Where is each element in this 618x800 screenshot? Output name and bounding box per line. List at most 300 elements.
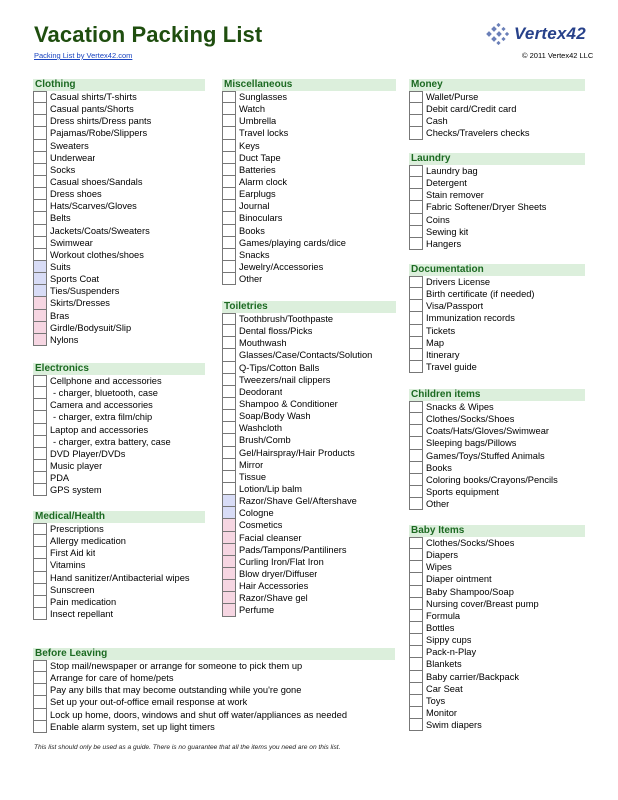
checklist-item-label: Immunization records bbox=[426, 313, 515, 324]
checklist-item-label: Coloring books/Crayons/Pencils bbox=[426, 474, 558, 485]
section-children bbox=[409, 389, 585, 510]
checkbox[interactable] bbox=[33, 188, 47, 200]
checkbox[interactable] bbox=[33, 115, 47, 127]
checklist-item[interactable] bbox=[33, 115, 205, 127]
checklist-item[interactable] bbox=[33, 608, 205, 620]
checklist-item[interactable] bbox=[33, 436, 205, 448]
checklist-item[interactable] bbox=[222, 140, 396, 152]
checkbox[interactable] bbox=[33, 297, 47, 309]
checklist-item-label: Jewelry/Accessories bbox=[239, 261, 324, 272]
checklist-item[interactable] bbox=[33, 572, 205, 584]
checklist-item[interactable] bbox=[33, 559, 205, 571]
checklist-item[interactable] bbox=[409, 537, 585, 549]
checklist-item-label: Music player bbox=[50, 460, 103, 471]
checklist-item[interactable] bbox=[409, 610, 585, 622]
checkbox[interactable] bbox=[222, 349, 236, 361]
checkbox[interactable] bbox=[33, 484, 47, 496]
checkbox[interactable] bbox=[222, 273, 236, 285]
checklist-item[interactable] bbox=[33, 225, 205, 237]
checkbox[interactable] bbox=[222, 604, 236, 616]
checklist-item[interactable] bbox=[33, 91, 205, 103]
checklist-item[interactable] bbox=[222, 422, 396, 434]
checklist-item[interactable] bbox=[222, 115, 396, 127]
checkbox[interactable] bbox=[409, 671, 423, 683]
checkbox[interactable] bbox=[409, 549, 423, 561]
checkbox[interactable] bbox=[409, 537, 423, 549]
checkbox[interactable] bbox=[33, 709, 47, 721]
checklist-item[interactable] bbox=[409, 486, 585, 498]
checklist-item[interactable] bbox=[409, 103, 585, 115]
checklist-item-label: Socks bbox=[50, 164, 76, 175]
checklist-item-label: Q-Tips/Cotton Balls bbox=[239, 362, 320, 373]
checklist-item-label: Baby Shampoo/Soap bbox=[426, 586, 514, 597]
checklist-item[interactable] bbox=[33, 103, 205, 115]
checklist-item[interactable] bbox=[222, 410, 396, 422]
checkbox[interactable] bbox=[33, 460, 47, 472]
checklist-item[interactable] bbox=[33, 387, 205, 399]
checklist-item[interactable] bbox=[33, 696, 395, 708]
page-title: Vacation Packing List bbox=[34, 22, 263, 47]
checklist-item[interactable] bbox=[222, 495, 396, 507]
checkbox[interactable] bbox=[33, 472, 47, 484]
checkbox[interactable] bbox=[409, 214, 423, 226]
checklist-item[interactable] bbox=[222, 249, 396, 261]
checklist-item[interactable] bbox=[409, 671, 585, 683]
checklist-item[interactable] bbox=[33, 684, 395, 696]
checklist-item[interactable] bbox=[409, 115, 585, 127]
checkbox[interactable] bbox=[33, 164, 47, 176]
checklist-item[interactable] bbox=[409, 707, 585, 719]
checklist-item-label: Bras bbox=[50, 310, 70, 321]
checkbox[interactable] bbox=[409, 498, 423, 510]
checkbox[interactable] bbox=[222, 188, 236, 200]
checklist-item[interactable] bbox=[222, 556, 396, 568]
checkbox[interactable] bbox=[33, 212, 47, 224]
checklist-item[interactable] bbox=[409, 337, 585, 349]
checkbox[interactable] bbox=[222, 507, 236, 519]
checklist-item[interactable] bbox=[409, 276, 585, 288]
checkbox[interactable] bbox=[33, 660, 47, 672]
checkbox[interactable] bbox=[409, 573, 423, 585]
checkbox[interactable] bbox=[409, 474, 423, 486]
checkbox[interactable] bbox=[33, 127, 47, 139]
checklist-item-label: Games/Toys/Stuffed Animals bbox=[426, 450, 545, 461]
checklist-money bbox=[409, 91, 585, 140]
checkbox[interactable] bbox=[409, 349, 423, 361]
checkbox[interactable] bbox=[409, 634, 423, 646]
checklist-item[interactable] bbox=[409, 325, 585, 337]
checklist-item[interactable] bbox=[222, 519, 396, 531]
checkbox[interactable] bbox=[33, 225, 47, 237]
checklist-item[interactable] bbox=[409, 288, 585, 300]
checklist-item[interactable] bbox=[409, 226, 585, 238]
checklist-item[interactable] bbox=[33, 584, 205, 596]
checkbox[interactable] bbox=[222, 386, 236, 398]
checklist-item[interactable] bbox=[222, 212, 396, 224]
checkbox[interactable] bbox=[409, 586, 423, 598]
checkbox[interactable] bbox=[409, 361, 423, 373]
checklist-item-label: Cellphone and accessories bbox=[50, 376, 162, 386]
checkbox[interactable] bbox=[33, 91, 47, 103]
checklist-item-label: Journal bbox=[239, 201, 270, 212]
checkbox[interactable] bbox=[409, 413, 423, 425]
checklist-item[interactable] bbox=[222, 103, 396, 115]
checkbox[interactable] bbox=[409, 646, 423, 658]
checkbox[interactable] bbox=[409, 450, 423, 462]
checklist-item[interactable] bbox=[222, 507, 396, 519]
checklist-item-label: Ties/Suspenders bbox=[50, 286, 120, 297]
checklist-item[interactable] bbox=[222, 459, 396, 471]
checkbox[interactable] bbox=[222, 471, 236, 483]
checklist-item-label: Stop mail/newspaper or arrange for someone to pick them up bbox=[50, 661, 303, 671]
checklist-item[interactable] bbox=[409, 646, 585, 658]
checklist-item[interactable] bbox=[33, 285, 205, 297]
checklist-item[interactable] bbox=[222, 313, 396, 325]
checklist-item[interactable] bbox=[33, 176, 205, 188]
checklist-item[interactable] bbox=[222, 592, 396, 604]
checkbox[interactable] bbox=[33, 334, 47, 346]
section-baby bbox=[409, 525, 585, 731]
checkbox[interactable] bbox=[222, 152, 236, 164]
vertex42-link[interactable]: Packing List by Vertex42.com bbox=[34, 51, 133, 60]
section-header-medical: Medical/Health bbox=[33, 511, 205, 523]
checklist-item[interactable] bbox=[409, 189, 585, 201]
checklist-item-label: Blow dryer/Diffuser bbox=[239, 568, 318, 579]
checkbox[interactable] bbox=[222, 261, 236, 273]
checklist-item[interactable] bbox=[33, 140, 205, 152]
checklist-item[interactable] bbox=[33, 152, 205, 164]
checkbox[interactable] bbox=[409, 201, 423, 213]
checkbox[interactable] bbox=[222, 140, 236, 152]
checkbox[interactable] bbox=[222, 580, 236, 592]
checkbox[interactable] bbox=[33, 596, 47, 608]
checkbox[interactable] bbox=[33, 547, 47, 559]
checklist-item[interactable] bbox=[409, 214, 585, 226]
checkbox[interactable] bbox=[222, 434, 236, 446]
checklist-item[interactable] bbox=[409, 474, 585, 486]
checkbox[interactable] bbox=[409, 226, 423, 238]
checkbox[interactable] bbox=[33, 424, 47, 436]
checkbox[interactable] bbox=[409, 276, 423, 288]
checkbox[interactable] bbox=[33, 523, 47, 535]
checklist-item[interactable] bbox=[33, 535, 205, 547]
checkbox[interactable] bbox=[222, 249, 236, 261]
checkbox[interactable] bbox=[409, 462, 423, 474]
checkbox[interactable] bbox=[222, 495, 236, 507]
checkbox[interactable] bbox=[409, 300, 423, 312]
checklist-item[interactable] bbox=[33, 460, 205, 472]
checkbox[interactable] bbox=[409, 177, 423, 189]
section-header-baby: Baby Items bbox=[409, 525, 585, 537]
checklist-item[interactable] bbox=[222, 349, 396, 361]
checklist-item[interactable] bbox=[33, 411, 205, 423]
checkbox[interactable] bbox=[409, 561, 423, 573]
checklist-item[interactable] bbox=[222, 164, 396, 176]
checklist-item[interactable] bbox=[222, 580, 396, 592]
checklist-item[interactable] bbox=[222, 225, 396, 237]
checkbox[interactable] bbox=[33, 152, 47, 164]
checklist-item[interactable] bbox=[222, 483, 396, 495]
checklist-item[interactable] bbox=[33, 249, 205, 261]
checkbox[interactable] bbox=[409, 238, 423, 250]
checklist-item-label: Dress shirts/Dress pants bbox=[50, 116, 152, 127]
checklist-item[interactable] bbox=[33, 375, 205, 387]
checklist-item[interactable] bbox=[222, 337, 396, 349]
checklist-item[interactable] bbox=[222, 362, 396, 374]
checkbox[interactable] bbox=[222, 544, 236, 556]
checkbox[interactable] bbox=[33, 672, 47, 684]
checklist-item[interactable] bbox=[222, 471, 396, 483]
checkbox[interactable] bbox=[409, 598, 423, 610]
checkbox[interactable] bbox=[222, 556, 236, 568]
checklist-item[interactable] bbox=[33, 310, 205, 322]
checklist-toiletries bbox=[222, 313, 396, 617]
checkbox[interactable] bbox=[409, 401, 423, 413]
checklist-item[interactable] bbox=[33, 448, 205, 460]
section-before-leaving bbox=[33, 648, 395, 733]
checkbox[interactable] bbox=[409, 115, 423, 127]
checklist-item[interactable] bbox=[222, 434, 396, 446]
checkbox[interactable] bbox=[33, 273, 47, 285]
checklist-item-label: Travel locks bbox=[239, 128, 289, 139]
checklist-item[interactable] bbox=[33, 660, 395, 672]
checklist-item[interactable] bbox=[222, 152, 396, 164]
checklist-item[interactable] bbox=[409, 719, 585, 731]
checkbox[interactable] bbox=[33, 375, 47, 387]
checklist-medical bbox=[33, 523, 205, 620]
checklist-item[interactable] bbox=[409, 549, 585, 561]
checkbox[interactable] bbox=[222, 422, 236, 434]
checklist-item[interactable] bbox=[33, 424, 205, 436]
checkbox[interactable] bbox=[409, 622, 423, 634]
checklist-item[interactable] bbox=[409, 312, 585, 324]
checklist-item[interactable] bbox=[33, 273, 205, 285]
checkbox[interactable] bbox=[33, 436, 47, 448]
checklist-item[interactable] bbox=[409, 573, 585, 585]
checkbox[interactable] bbox=[222, 237, 236, 249]
checkbox[interactable] bbox=[222, 212, 236, 224]
checklist-item[interactable] bbox=[409, 91, 585, 103]
checklist-item[interactable] bbox=[409, 401, 585, 413]
checkbox[interactable] bbox=[222, 127, 236, 139]
checklist-item[interactable] bbox=[409, 598, 585, 610]
checkbox[interactable] bbox=[409, 486, 423, 498]
checkbox[interactable] bbox=[33, 285, 47, 297]
checkbox[interactable] bbox=[222, 592, 236, 604]
checklist-item[interactable] bbox=[222, 447, 396, 459]
checklist-item[interactable] bbox=[33, 721, 395, 733]
checkbox[interactable] bbox=[33, 261, 47, 273]
checklist-item[interactable] bbox=[409, 695, 585, 707]
checklist-item[interactable] bbox=[222, 604, 396, 616]
checklist-item[interactable] bbox=[409, 586, 585, 598]
checklist-item[interactable] bbox=[409, 561, 585, 573]
checkbox[interactable] bbox=[33, 535, 47, 547]
checklist-item[interactable] bbox=[33, 596, 205, 608]
checkbox[interactable] bbox=[222, 103, 236, 115]
checklist-item[interactable] bbox=[409, 683, 585, 695]
checkbox[interactable] bbox=[33, 399, 47, 411]
checklist-item[interactable] bbox=[409, 201, 585, 213]
checkbox[interactable] bbox=[409, 103, 423, 115]
checklist-item[interactable] bbox=[222, 188, 396, 200]
checkbox[interactable] bbox=[33, 249, 47, 261]
checkbox[interactable] bbox=[33, 200, 47, 212]
checklist-item[interactable] bbox=[33, 188, 205, 200]
checkbox[interactable] bbox=[222, 483, 236, 495]
checkbox[interactable] bbox=[33, 411, 47, 423]
checklist-item[interactable] bbox=[222, 544, 396, 556]
checkbox[interactable] bbox=[409, 425, 423, 437]
checklist-item[interactable] bbox=[222, 91, 396, 103]
section-electronics bbox=[33, 363, 205, 496]
checkbox[interactable] bbox=[222, 225, 236, 237]
checklist-item[interactable] bbox=[409, 238, 585, 250]
checkbox[interactable] bbox=[222, 362, 236, 374]
checklist-item[interactable] bbox=[222, 374, 396, 386]
checklist-item[interactable] bbox=[33, 399, 205, 411]
checklist-item-label: Drivers License bbox=[426, 277, 491, 287]
checkbox[interactable] bbox=[222, 519, 236, 531]
checklist-item-label: Batteries bbox=[239, 164, 276, 175]
checklist-item[interactable] bbox=[222, 568, 396, 580]
checklist-item[interactable] bbox=[33, 547, 205, 559]
checkbox[interactable] bbox=[409, 719, 423, 731]
checkbox[interactable] bbox=[222, 200, 236, 212]
checklist-item-label: Diapers bbox=[426, 550, 459, 561]
checkbox[interactable] bbox=[409, 683, 423, 695]
checkbox[interactable] bbox=[222, 164, 236, 176]
checklist-item[interactable] bbox=[222, 200, 396, 212]
checkbox[interactable] bbox=[409, 658, 423, 670]
checklist-item[interactable] bbox=[222, 398, 396, 410]
checkbox[interactable] bbox=[33, 684, 47, 696]
checkbox[interactable] bbox=[222, 337, 236, 349]
checkbox[interactable] bbox=[33, 584, 47, 596]
checkbox[interactable] bbox=[409, 91, 423, 103]
checkbox[interactable] bbox=[222, 410, 236, 422]
checklist-item[interactable] bbox=[409, 462, 585, 474]
checkbox[interactable] bbox=[33, 608, 47, 620]
checkbox[interactable] bbox=[409, 695, 423, 707]
checklist-item[interactable] bbox=[222, 325, 396, 337]
checkbox[interactable] bbox=[222, 91, 236, 103]
checkbox[interactable] bbox=[33, 322, 47, 334]
checkbox[interactable] bbox=[222, 325, 236, 337]
checklist-item[interactable] bbox=[409, 413, 585, 425]
checklist-item[interactable] bbox=[409, 349, 585, 361]
checkbox[interactable] bbox=[33, 310, 47, 322]
checklist-item[interactable] bbox=[222, 532, 396, 544]
checkbox[interactable] bbox=[33, 237, 47, 249]
checklist-item[interactable] bbox=[33, 334, 205, 346]
checklist-item[interactable] bbox=[33, 127, 205, 139]
checkbox[interactable] bbox=[33, 572, 47, 584]
checklist-item[interactable] bbox=[409, 498, 585, 510]
checklist-item-label: Checks/Travelers checks bbox=[426, 128, 530, 139]
checkbox[interactable] bbox=[33, 140, 47, 152]
checkbox[interactable] bbox=[222, 374, 236, 386]
checklist-item[interactable] bbox=[409, 361, 585, 373]
checkbox[interactable] bbox=[222, 459, 236, 471]
checklist-item[interactable] bbox=[409, 450, 585, 462]
checklist-item-label: Sweaters bbox=[50, 140, 89, 151]
checklist-item[interactable] bbox=[409, 165, 585, 177]
checklist-item[interactable] bbox=[222, 273, 396, 285]
checklist-item[interactable] bbox=[409, 437, 585, 449]
checkbox[interactable] bbox=[33, 721, 47, 733]
checkbox[interactable] bbox=[409, 610, 423, 622]
checkbox[interactable] bbox=[33, 559, 47, 571]
checkbox[interactable] bbox=[409, 189, 423, 201]
checklist-item-label: Binoculars bbox=[239, 213, 283, 224]
checkbox[interactable] bbox=[222, 532, 236, 544]
checklist-item-label: Allergy medication bbox=[50, 536, 126, 547]
checkbox[interactable] bbox=[33, 696, 47, 708]
checkbox[interactable] bbox=[222, 313, 236, 325]
checklist-item[interactable] bbox=[33, 164, 205, 176]
checklist-item-label: Hand sanitizer/Antibacterial wipes bbox=[50, 572, 190, 583]
checkbox[interactable] bbox=[409, 165, 423, 177]
checklist-item[interactable] bbox=[222, 127, 396, 139]
checkbox[interactable] bbox=[222, 398, 236, 410]
checklist-item[interactable] bbox=[409, 127, 585, 139]
checkbox[interactable] bbox=[409, 337, 423, 349]
checkbox[interactable] bbox=[409, 437, 423, 449]
checklist-item-label: Cash bbox=[426, 116, 448, 127]
checkbox[interactable] bbox=[33, 103, 47, 115]
checklist-item[interactable] bbox=[33, 200, 205, 212]
checklist-item[interactable] bbox=[409, 622, 585, 634]
checklist-item-label: Insect repellant bbox=[50, 608, 114, 619]
checkbox[interactable] bbox=[33, 176, 47, 188]
checkbox[interactable] bbox=[222, 568, 236, 580]
checklist-item[interactable] bbox=[33, 297, 205, 309]
checklist-item[interactable] bbox=[409, 177, 585, 189]
checklist-item[interactable] bbox=[33, 709, 395, 721]
checklist-item[interactable] bbox=[33, 237, 205, 249]
checklist-item[interactable] bbox=[409, 634, 585, 646]
checkbox[interactable] bbox=[33, 387, 47, 399]
checkbox[interactable] bbox=[33, 448, 47, 460]
checklist-item[interactable] bbox=[222, 386, 396, 398]
checkbox[interactable] bbox=[222, 115, 236, 127]
checklist-item-label: Lock up home, doors, windows and shut off water/appliances as needed bbox=[50, 709, 348, 720]
checklist-item[interactable] bbox=[33, 484, 205, 496]
checkbox[interactable] bbox=[409, 127, 423, 139]
checklist-item-label: Enable alarm system, set up light timers bbox=[50, 721, 215, 732]
checkbox[interactable] bbox=[222, 447, 236, 459]
checkbox[interactable] bbox=[409, 288, 423, 300]
checkbox[interactable] bbox=[222, 176, 236, 188]
checkbox[interactable] bbox=[409, 707, 423, 719]
checklist-item[interactable] bbox=[409, 300, 585, 312]
checklist-item[interactable] bbox=[33, 472, 205, 484]
checklist-item[interactable] bbox=[222, 176, 396, 188]
checklist-item[interactable] bbox=[33, 523, 205, 535]
checklist-item[interactable] bbox=[33, 672, 395, 684]
checkbox[interactable] bbox=[409, 325, 423, 337]
checklist-item[interactable] bbox=[33, 261, 205, 273]
checkbox[interactable] bbox=[409, 312, 423, 324]
checklist-item[interactable] bbox=[222, 237, 396, 249]
checklist-item[interactable] bbox=[33, 322, 205, 334]
checklist-item[interactable] bbox=[409, 658, 585, 670]
checklist-item-label: Sippy cups bbox=[426, 635, 472, 646]
checklist-item[interactable] bbox=[33, 212, 205, 224]
checklist-item[interactable] bbox=[409, 425, 585, 437]
checklist-item[interactable] bbox=[222, 261, 396, 273]
